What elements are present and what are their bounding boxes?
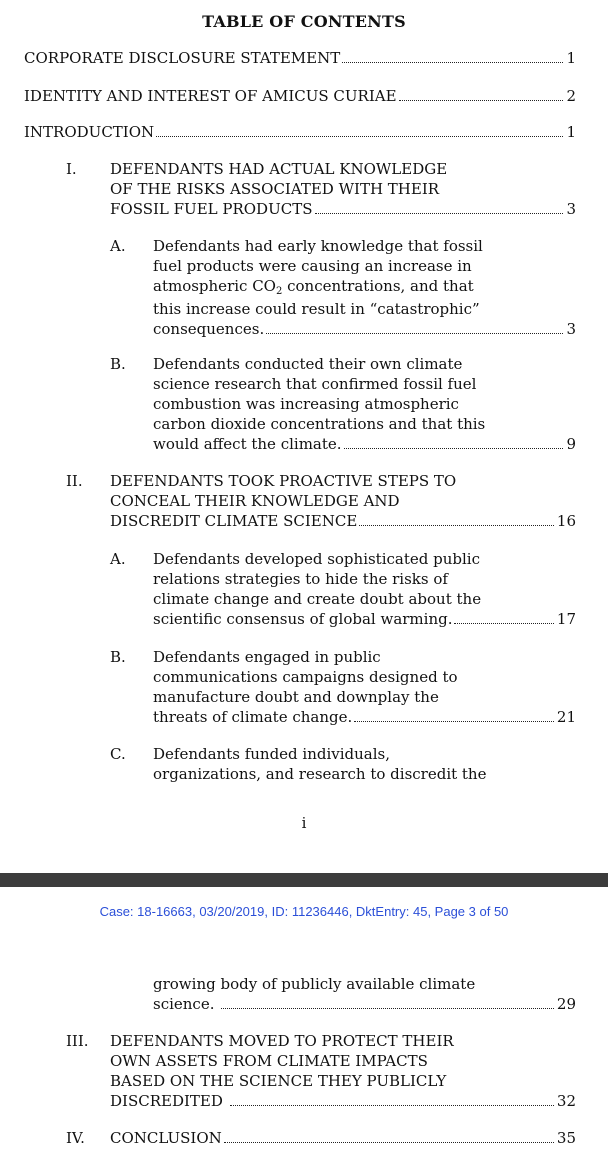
entry-line: CONCEAL THEIR KNOWLEDGE AND [110,492,400,510]
toc-entry-section-iv[interactable] [110,1128,576,1148]
entry-label: CORPORATE DISCLOSURE STATEMENT [24,49,341,67]
toc-entry-section-ii-a[interactable] [153,549,576,629]
section-numeral: III. [66,1032,89,1050]
leader-dots [454,623,553,624]
entry-line: combustion was increasing atmospheric [153,395,459,413]
entry-line: BASED ON THE SCIENCE THEY PUBLICLY [110,1072,447,1090]
leader-dots [230,1105,554,1106]
toc-entry-section-i[interactable] [110,159,576,219]
page-number: i [301,814,307,832]
entry-label: INTRODUCTION [24,123,155,141]
leader-dots [156,136,563,137]
entry-line: Defendants engaged in public [153,648,381,666]
entry-page: 3 [566,200,576,218]
entry-page: 17 [556,610,576,628]
section-numeral: I. [66,160,77,178]
entry-label: consequences. [153,320,265,338]
entry-page: 2 [566,87,576,105]
page-divider [0,873,608,887]
entry-line: this increase could result in “catastrophic” [153,300,480,318]
entry-line: fuel products were causing an increase in [153,257,472,275]
entry-line: Defendants had early knowledge that fossil [153,237,483,255]
entry-page: 16 [556,512,576,530]
toc-entry-section-i-b[interactable] [153,354,576,454]
entry-line: carbon dioxide concentrations and that this [153,415,486,433]
entry-page: 29 [556,995,576,1013]
entry-line: OF THE RISKS ASSOCIATED WITH THEIR [110,180,440,198]
entry-label: would affect the climate. [153,435,342,453]
leader-dots [344,448,564,449]
toc-entry-section-i-a[interactable] [153,236,576,339]
entry-line: Defendants conducted their own climate [153,355,463,373]
section-numeral: II. [66,472,83,490]
entry-line: organizations, and research to discredit the [153,765,487,783]
toc-entry-section-ii-c[interactable] [153,744,576,784]
entry-line: DEFENDANTS MOVED TO PROTECT THEIR [110,1032,454,1050]
entry-label: IDENTITY AND INTEREST OF AMICUS CURIAE [24,87,397,105]
entry-line: climate change and create doubt about the [153,590,482,608]
subscript: 2 [275,286,283,297]
subsection-letter: C. [110,745,126,763]
entry-line: DEFENDANTS TOOK PROACTIVE STEPS TO [110,472,457,490]
leader-dots [359,525,554,526]
entry-page: 21 [556,708,576,726]
entry-line: OWN ASSETS FROM CLIMATE IMPACTS [110,1052,428,1070]
subsection-letter: A. [110,550,126,568]
subsection-letter: A. [110,237,126,255]
entry-line: growing body of publicly available climate [153,975,476,993]
entry-line: relations strategies to hide the risks of [153,570,448,588]
subsection-letter: B. [110,648,126,666]
entry-label: threats of climate change. [153,708,353,726]
leader-dots [224,1142,554,1143]
document-page-2 [0,887,608,1166]
subsection-letter: B. [110,355,126,373]
entry-label: DISCREDITED [110,1092,228,1110]
toc-entry-corporate-disclosure[interactable] [24,48,576,68]
section-numeral: IV. [66,1129,85,1147]
toc-entry-section-ii[interactable] [110,471,576,531]
entry-page: 9 [566,435,576,453]
toc-entry-section-ii-b[interactable] [153,647,576,727]
entry-line: Defendants funded individuals, [153,745,391,763]
entry-label: FOSSIL FUEL PRODUCTS [110,200,313,218]
entry-page: 35 [556,1129,576,1147]
toc-entry-introduction[interactable] [24,122,576,142]
entry-line [153,276,576,299]
entry-page: 1 [566,49,576,67]
leader-dots [221,1008,554,1009]
entry-page: 1 [566,123,576,141]
leader-dots [354,721,554,722]
toc-entry-identity-interest[interactable] [24,86,576,106]
entry-line: DEFENDANTS HAD ACTUAL KNOWLEDGE [110,160,448,178]
leader-dots [399,100,564,101]
entry-label: science. [153,995,220,1013]
entry-label: scientific consensus of global warming. [153,610,453,628]
entry-line: science research that confirmed fossil fuel [153,375,477,393]
entry-page: 32 [556,1092,576,1110]
entry-line: manufacture doubt and downplay the [153,688,439,706]
toc-entry-section-iii[interactable] [110,1031,576,1111]
toc-title: TABLE OF CONTENTS [202,12,406,31]
toc-entry-section-ii-c-continued[interactable] [153,974,576,1014]
entry-label: DISCREDIT CLIMATE SCIENCE [110,512,358,530]
entry-line: Defendants developed sophisticated public [153,550,480,568]
entry-text: concentrations, and that [282,277,474,295]
entry-line: communications campaigns designed to [153,668,458,686]
case-header: Case: 18-16663, 03/20/2019, ID: 11236446, DktEntry: 45, Page 3 of 50 [99,904,509,919]
entry-label: CONCLUSION [110,1129,222,1147]
entry-page: 3 [566,320,576,338]
entry-text: atmospheric CO [153,277,276,295]
leader-dots [315,213,564,214]
leader-dots [342,62,563,63]
leader-dots [266,333,563,334]
